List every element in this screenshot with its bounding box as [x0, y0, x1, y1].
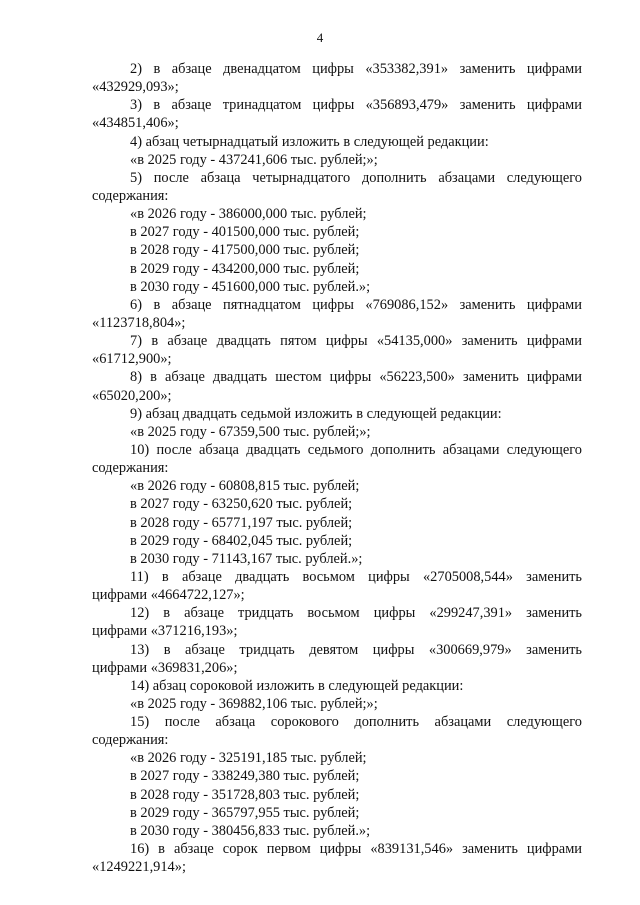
text-line: в 2029 году - 68402,045 тыс. рублей; — [130, 532, 353, 549]
text-line: 12) в абзаце тридцать восьмом цифры «299247,391» заменить — [130, 605, 582, 622]
text-line: цифрами «371216,193»; — [92, 623, 238, 640]
text-line: 16) в абзаце сорок первом цифры «839131,546» заменить цифрами — [130, 841, 582, 858]
text-line: в 2029 году - 365797,955 тыс. рублей; — [130, 804, 360, 821]
text-line: содержания: — [92, 732, 169, 749]
text-line: «в 2025 году - 437241,606 тыс. рублей;»; — [130, 151, 378, 168]
text-line: «1249221,914»; — [92, 859, 186, 876]
text-line: 5) после абзаца четырнадцатого дополнить абзацами следующего — [130, 169, 582, 186]
text-line: в 2030 году - 451600,000 тыс. рублей.»; — [130, 278, 371, 295]
text-line: содержания: — [92, 187, 169, 204]
text-line: 3) в абзаце тринадцатом цифры «356893,479» заменить цифрами — [130, 97, 582, 114]
text-line: 10) после абзаца двадцать седьмого дополнить абзацами следующего — [130, 441, 582, 458]
text-line: «61712,900»; — [92, 351, 172, 368]
text-line: в 2027 году - 63250,620 тыс. рублей; — [130, 496, 353, 513]
text-line: в 2030 году - 380456,833 тыс. рублей.»; — [130, 822, 371, 839]
text-line: «в 2025 году - 67359,500 тыс. рублей;»; — [130, 423, 371, 440]
text-line: 2) в абзаце двенадцатом цифры «353382,391» заменить цифрами — [130, 61, 582, 77]
text-line: в 2028 году - 65771,197 тыс. рублей; — [130, 514, 353, 531]
text-line: 13) в абзаце тридцать девятом цифры «300669,979» заменить — [130, 641, 582, 658]
text-line: «в 2025 году - 369882,106 тыс. рублей;»; — [130, 695, 378, 712]
text-line: в 2029 году - 434200,000 тыс. рублей; — [130, 260, 360, 277]
text-line: 7) в абзаце двадцать пятом цифры «54135,000» заменить цифрами — [130, 333, 582, 350]
text-line: в 2028 году - 417500,000 тыс. рублей; — [130, 242, 360, 259]
text-line: 14) абзац сороковой изложить в следующей редакции: — [130, 677, 464, 694]
text-line: 6) в абзаце пятнадцатом цифры «769086,152» заменить цифрами — [130, 296, 582, 313]
text-line: «434851,406»; — [92, 115, 179, 132]
text-line: 15) после абзаца сорокового дополнить абзацами следующего — [130, 714, 582, 731]
text-line: «1123718,804»; — [92, 314, 186, 331]
text-line: содержания: — [92, 460, 169, 477]
text-line: «65020,200»; — [92, 387, 172, 404]
text-line: в 2027 году - 338249,380 тыс. рублей; — [130, 768, 360, 785]
text-line: 8) в абзаце двадцать шестом цифры «56223,500» заменить цифрами — [130, 369, 582, 386]
page-number: 4 — [316, 30, 324, 45]
text-line: 4) абзац четырнадцатый изложить в следующей редакции: — [130, 133, 489, 150]
text-line: «в 2026 году - 325191,185 тыс. рублей; — [130, 750, 367, 767]
text-line: «в 2026 году - 386000,000 тыс. рублей; — [130, 206, 367, 223]
text-line: цифрами «369831,206»; — [92, 659, 238, 676]
text-line: «432929,093»; — [92, 79, 179, 96]
text-line: «в 2026 году - 60808,815 тыс. рублей; — [130, 478, 360, 495]
text-line: в 2027 году - 401500,000 тыс. рублей; — [130, 224, 360, 241]
document-body — [92, 60, 582, 876]
text-line: в 2030 году - 71143,167 тыс. рублей.»; — [130, 550, 363, 567]
text-line: 9) абзац двадцать седьмой изложить в следующей редакции: — [130, 405, 502, 422]
text-line: в 2028 году - 351728,803 тыс. рублей; — [130, 786, 360, 803]
text-line: 11) в абзаце двадцать восьмом цифры «2705008,544» заменить — [130, 568, 582, 585]
text-line: цифрами «4664722,127»; — [92, 587, 245, 604]
